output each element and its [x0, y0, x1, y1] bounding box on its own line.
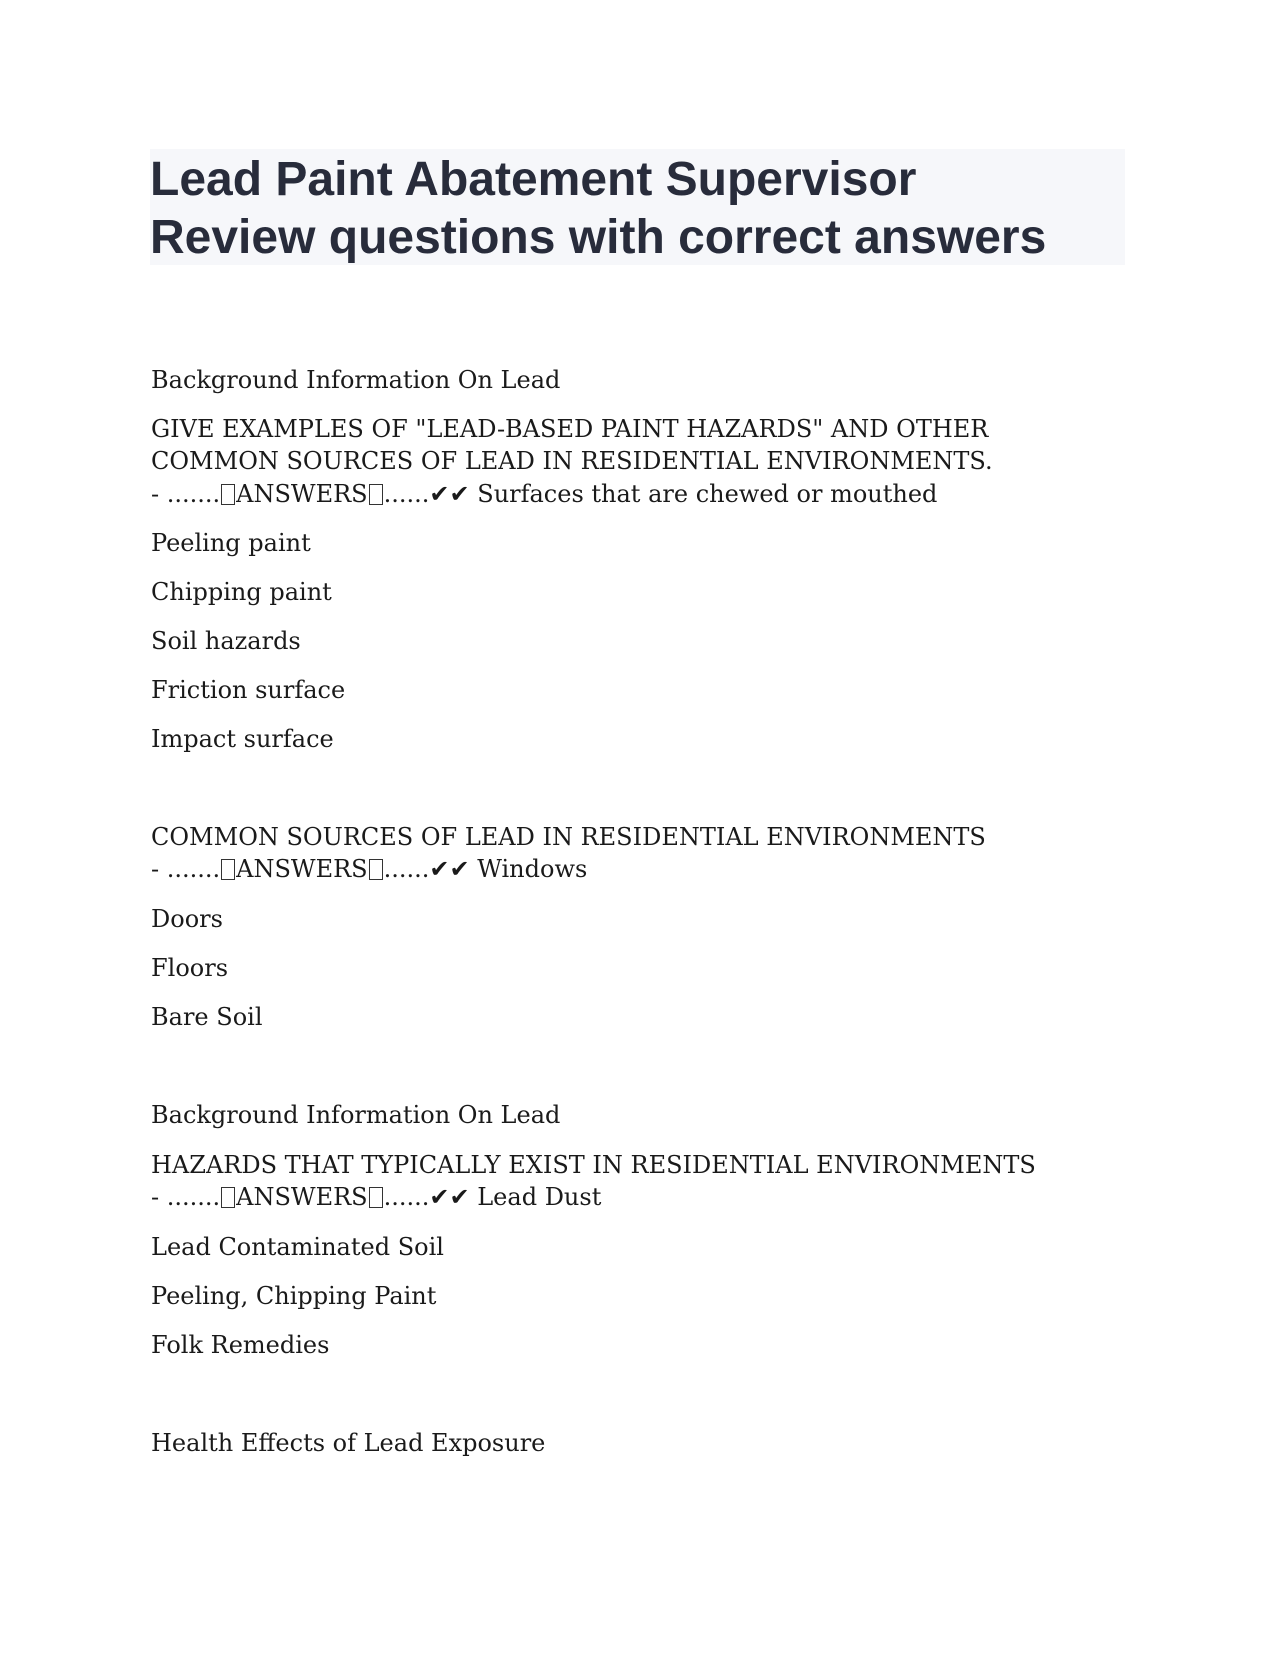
answer-line: [151, 478, 937, 510]
missing-glyph-icon: [221, 484, 235, 505]
answer-label: ANSWERS: [236, 855, 368, 883]
list-item: Bare Soil: [151, 1003, 263, 1031]
list-item: Soil hazards: [151, 627, 301, 655]
title-line-2: Review questions with correct answers: [150, 211, 1047, 264]
section-heading: Health Effects of Lead Exposure: [151, 1429, 546, 1457]
question-text: COMMON SOURCES OF LEAD IN RESIDENTIAL ENVIRONMENTS: [151, 823, 986, 851]
list-item: Doors: [151, 905, 223, 933]
answer-line: [151, 1181, 601, 1213]
missing-glyph-icon: [221, 859, 235, 880]
missing-glyph-icon: [369, 484, 383, 505]
title-line-1: Lead Paint Abatement Supervisor: [150, 153, 917, 206]
list-item: Chipping paint: [151, 578, 332, 606]
title-box: [150, 149, 1125, 265]
answer-prefix: - .......: [151, 480, 221, 508]
answer-text: ......✔✔ Lead Dust: [383, 1183, 602, 1211]
list-item: Folk Remedies: [151, 1331, 330, 1359]
list-item: Floors: [151, 954, 229, 982]
list-item: Peeling, Chipping Paint: [151, 1282, 437, 1310]
answer-line: [151, 853, 587, 885]
section-heading: Background Information On Lead: [151, 366, 561, 394]
list-item: Friction surface: [151, 676, 346, 704]
question-text: COMMON SOURCES OF LEAD IN RESIDENTIAL ENVIRONMENTS.: [151, 447, 993, 475]
answer-prefix: - .......: [151, 855, 221, 883]
question-text: GIVE EXAMPLES OF "LEAD-BASED PAINT HAZARDS" AND OTHER: [151, 415, 989, 443]
document-title: [150, 151, 1125, 267]
missing-glyph-icon: [369, 1187, 383, 1208]
missing-glyph-icon: [221, 1187, 235, 1208]
question-text: HAZARDS THAT TYPICALLY EXIST IN RESIDENTIAL ENVIRONMENTS: [151, 1151, 1036, 1179]
list-item: Peeling paint: [151, 529, 311, 557]
list-item: Lead Contaminated Soil: [151, 1233, 444, 1261]
answer-label: ANSWERS: [236, 1183, 368, 1211]
answer-text: ......✔✔ Surfaces that are chewed or mouthed: [383, 480, 938, 508]
answer-label: ANSWERS: [236, 480, 368, 508]
answer-text: ......✔✔ Windows: [383, 855, 588, 883]
missing-glyph-icon: [369, 859, 383, 880]
section-heading: Background Information On Lead: [151, 1101, 561, 1129]
answer-prefix: - .......: [151, 1183, 221, 1211]
list-item: Impact surface: [151, 725, 334, 753]
